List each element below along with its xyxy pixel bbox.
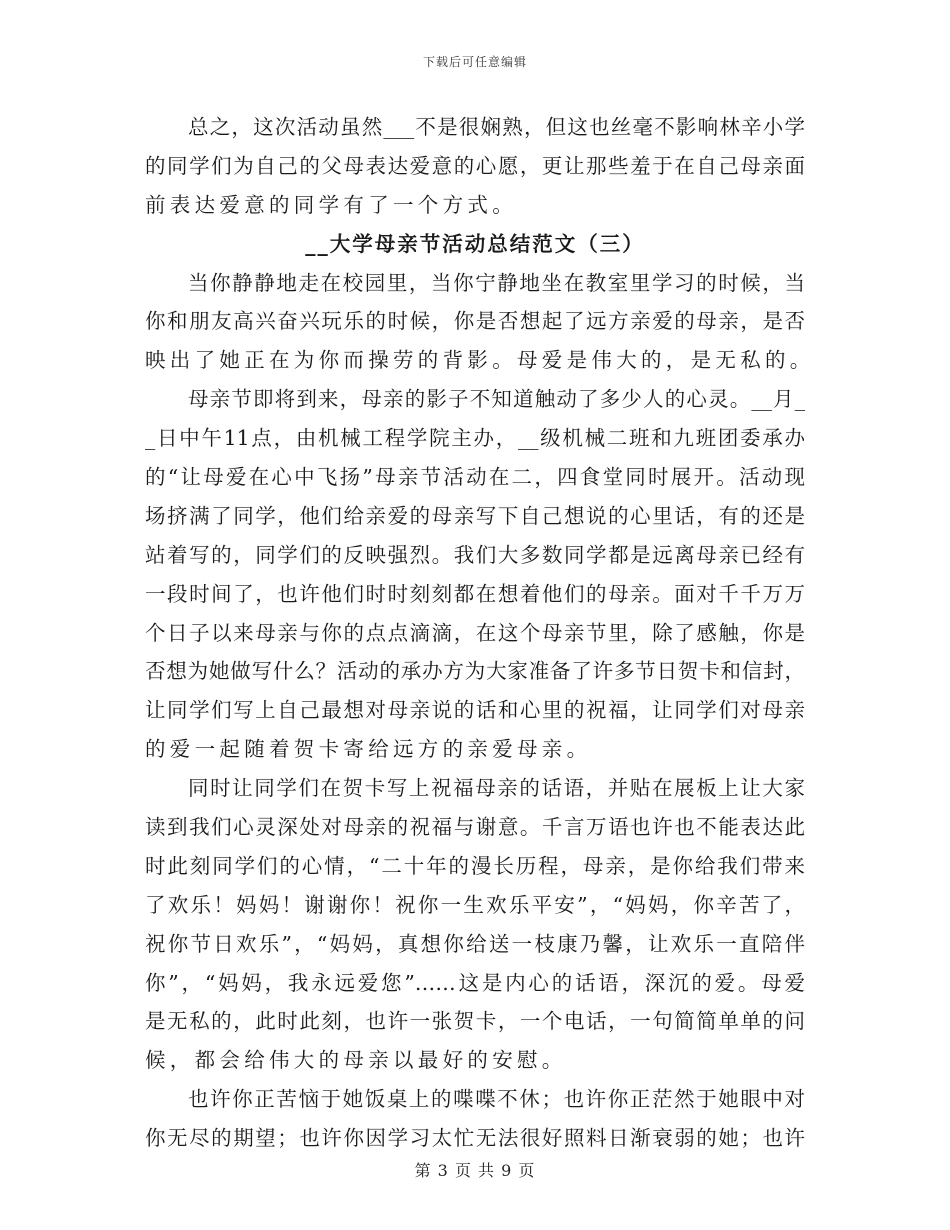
page-header: 下载后可任意编辑 bbox=[422, 55, 527, 69]
text-line: 读到我们心灵深处对母亲的祝福与谢意。千言万语也许也不能表达此 bbox=[145, 815, 805, 840]
text-line: 的爱一起随着贺卡寄给远方的亲爱母亲。 bbox=[145, 737, 592, 762]
text-line: 祝你节日欢乐”，“妈妈，真想你给送一枝康乃馨，让欢乐一直陪伴 bbox=[145, 931, 805, 956]
text-line: 否想为她做写什么？活动的承办方为大家准备了许多节日贺卡和信封， bbox=[145, 659, 805, 684]
text-line: 母亲节即将到来，母亲的影子不知道触动了多少人的心灵。__月_ bbox=[188, 387, 805, 412]
text-line: 是无私的，此时此刻，也许一张贺卡，一个电话，一句简简单单的问 bbox=[145, 1009, 805, 1034]
text-line: 也许你正苦恼于她饭桌上的喋喋不休；也许你正茫然于她眼中对 bbox=[188, 1087, 805, 1112]
text-line: 让同学们写上自己最想对母亲说的话和心里的祝福，让同学们对母亲 bbox=[145, 698, 805, 723]
text-line: 映出了她正在为你而操劳的背影。母爱是伟大的，是无私的。 bbox=[145, 348, 815, 373]
text-line: 场挤满了同学，他们给亲爱的母亲写下自己想说的心里话，有的还是 bbox=[145, 503, 805, 528]
text-line: 候，都会给伟大的母亲以最好的安慰。 bbox=[145, 1048, 567, 1073]
text-line: _日中午11点，由机械工程学院主办，__级机械二班和九班团委承办 bbox=[145, 426, 805, 451]
text-line: 时此刻同学们的心情，“二十年的漫长历程，母亲，是你给我们带来 bbox=[145, 853, 805, 878]
text-line: 你”，“妈妈，我永远爱您”……这是内心的话语，深沉的爱。母爱 bbox=[145, 970, 805, 995]
text-line: 总之，这次活动虽然___不是很娴熟，但这也丝毫不影响林辛小学 bbox=[188, 115, 805, 139]
text-line: 个日子以来母亲与你的点点滴滴，在这个母亲节里，除了感触，你是 bbox=[145, 620, 805, 645]
text-line: 了欢乐！妈妈！谢谢你！祝你一生欢乐平安”，“妈妈，你辛苦了， bbox=[145, 892, 805, 917]
page-footer: 第 3 页 共 9 页 bbox=[414, 1161, 536, 1180]
text-line: 当你静静地走在校园里，当你宁静地坐在教室里学习的时候，当 bbox=[188, 270, 805, 295]
document-body bbox=[145, 108, 815, 1158]
section-heading: __大学母亲节活动总结范文（三） bbox=[305, 231, 645, 256]
text-line: 你无尽的期望；也许你因学习太忙无法很好照料日渐衰弱的她；也许 bbox=[145, 1126, 805, 1151]
text-line: 站着写的，同学们的反映强烈。我们大多数同学都是远离母亲已经有 bbox=[145, 542, 805, 567]
text-line: 一段时间了，也许他们时时刻刻都在想着他们的母亲。面对千千万万 bbox=[145, 581, 805, 606]
text-line: 你和朋友高兴奋兴玩乐的时候，你是否想起了远方亲爱的母亲，是否 bbox=[145, 309, 805, 334]
text-line: 的“让母爱在心中飞扬”母亲节活动在二，四食堂同时展开。活动现 bbox=[145, 465, 805, 490]
text-line: 同时让同学们在贺卡写上祝福母亲的话语，并贴在展板上让大家 bbox=[188, 776, 805, 801]
text-line: 的同学们为自己的父母表达爱意的心愿，更让那些羞于在自己母亲面 bbox=[145, 153, 805, 178]
text-line: 前表达爱意的同学有了一个方式。 bbox=[145, 192, 517, 217]
